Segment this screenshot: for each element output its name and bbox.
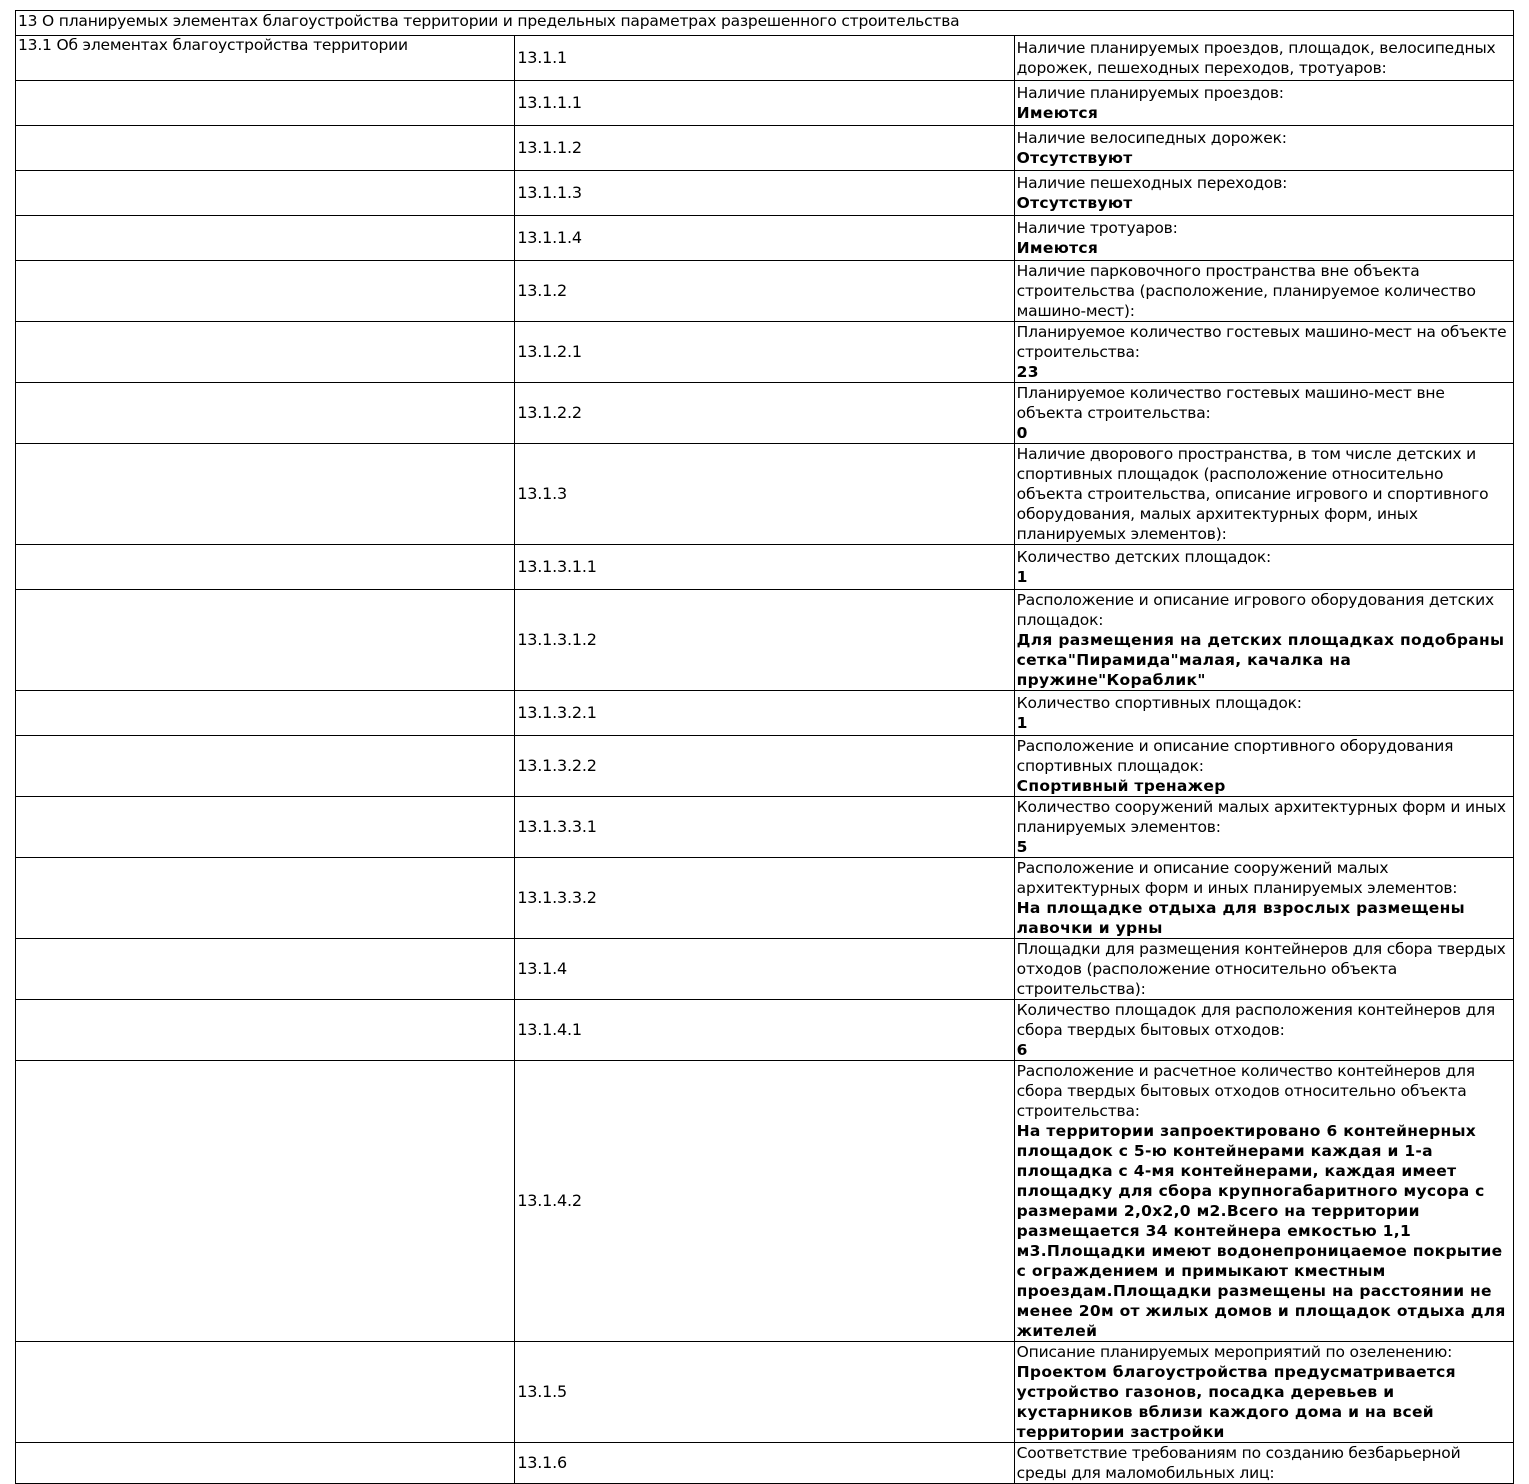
empty-cell <box>16 261 515 322</box>
item-content <box>1014 1061 1513 1342</box>
empty-cell <box>16 171 515 216</box>
item-value: На площадке отдыха для взрослых размещены лавочки и урны <box>1016 899 1465 937</box>
item-content <box>1014 216 1513 261</box>
empty-cell <box>16 691 515 736</box>
empty-cell <box>16 939 515 1000</box>
section-header-row <box>16 11 1514 36</box>
empty-cell <box>16 545 515 590</box>
item-content <box>1014 736 1513 797</box>
item-code: 13.1.1.1 <box>515 81 1014 126</box>
table-row <box>16 590 1514 691</box>
empty-cell <box>16 444 515 545</box>
item-content <box>1014 691 1513 736</box>
item-content <box>1014 858 1513 939</box>
item-value: Отсутствуют <box>1016 149 1133 167</box>
table-row <box>16 736 1514 797</box>
item-code: 13.1.3.1.1 <box>515 545 1014 590</box>
table-row <box>16 1443 1514 1484</box>
item-value: Для размещения на детских площадках подобраны сетка"Пирамида"малая, качалка на пружине"Кораблик" <box>1016 631 1505 689</box>
empty-cell <box>16 1443 515 1484</box>
item-code: 13.1.1.3 <box>515 171 1014 216</box>
item-code: 13.1.2.1 <box>515 322 1014 383</box>
item-value: 0 <box>1016 424 1028 442</box>
item-label: Количество площадок для расположения контейнеров для сбора твердых бытовых отходов: <box>1016 1001 1495 1039</box>
table-row <box>16 1000 1514 1061</box>
item-label: Расположение и расчетное количество контейнеров для сбора твердых бытовых отходов относительно объекта строительства: <box>1016 1062 1475 1120</box>
item-label: Расположение и описание игрового оборудования детских площадок: <box>1016 591 1494 629</box>
item-content <box>1014 383 1513 444</box>
item-label: Наличие тротуаров: <box>1016 219 1178 237</box>
section-title: 13 О планируемых элементах благоустройства территории и предельных параметрах разрешенного строительства <box>16 11 1514 36</box>
item-content <box>1014 261 1513 322</box>
empty-cell <box>16 126 515 171</box>
item-label: Наличие велосипедных дорожек: <box>1016 129 1287 147</box>
item-code: 13.1.1 <box>515 36 1014 81</box>
item-code: 13.1.4 <box>515 939 1014 1000</box>
empty-cell <box>16 736 515 797</box>
table-row <box>16 36 1514 81</box>
table-row <box>16 261 1514 322</box>
item-content <box>1014 590 1513 691</box>
item-value: Спортивный тренажер <box>1016 777 1226 795</box>
item-value: Имеются <box>1016 239 1099 257</box>
empty-cell <box>16 216 515 261</box>
table-row <box>16 126 1514 171</box>
item-code: 13.1.6 <box>515 1443 1014 1484</box>
item-value: 23 <box>1016 363 1039 381</box>
item-label: Расположение и описание сооружений малых архитектурных форм и иных планируемых элементов: <box>1016 859 1458 897</box>
item-code: 13.1.2.2 <box>515 383 1014 444</box>
item-label: Планируемое количество гостевых машино-мест на объекте строительства: <box>1016 323 1507 361</box>
item-code: 13.1.3.2.2 <box>515 736 1014 797</box>
item-value: 1 <box>1016 714 1028 732</box>
table-row <box>16 383 1514 444</box>
table-row <box>16 216 1514 261</box>
item-code: 13.1.3 <box>515 444 1014 545</box>
empty-cell <box>16 858 515 939</box>
item-code: 13.1.3.1.2 <box>515 590 1014 691</box>
item-content <box>1014 797 1513 858</box>
table-row <box>16 1342 1514 1443</box>
item-label: Наличие дворового пространства, в том числе детских и спортивных площадок (расположение относительно объекта строительства, описание игрового и спортивного оборудования, малых архитектурных форм, иных планируемых элементов): <box>1016 445 1489 543</box>
empty-cell <box>16 590 515 691</box>
table-row <box>16 939 1514 1000</box>
item-label: Планируемое количество гостевых машино-мест вне объекта строительства: <box>1016 384 1445 422</box>
item-code: 13.1.4.1 <box>515 1000 1014 1061</box>
item-label: Наличие парковочного пространства вне объекта строительства (расположение, планируемое количество машино-мест): <box>1016 262 1476 320</box>
empty-cell <box>16 322 515 383</box>
item-value: Проектом благоустройства предусматривается устройство газонов, посадка деревьев и кустарников вблизи каждого дома и на всей территории застройки <box>1016 1363 1456 1441</box>
landscaping-table <box>15 10 1514 1484</box>
empty-cell <box>16 1000 515 1061</box>
table-row <box>16 858 1514 939</box>
item-content <box>1014 444 1513 545</box>
item-code: 13.1.3.3.2 <box>515 858 1014 939</box>
item-code: 13.1.3.3.1 <box>515 797 1014 858</box>
table-row <box>16 545 1514 590</box>
item-code: 13.1.2 <box>515 261 1014 322</box>
item-content <box>1014 1000 1513 1061</box>
item-label: Количество спортивных площадок: <box>1016 694 1302 712</box>
item-value: 6 <box>1016 1041 1028 1059</box>
item-content <box>1014 81 1513 126</box>
empty-cell <box>16 383 515 444</box>
item-code: 13.1.3.2.1 <box>515 691 1014 736</box>
table-row <box>16 691 1514 736</box>
subsection-title: 13.1 Об элементах благоустройства территории <box>16 36 515 81</box>
table-row <box>16 81 1514 126</box>
empty-cell <box>16 797 515 858</box>
item-content <box>1014 36 1513 81</box>
item-label: Расположение и описание спортивного оборудования спортивных площадок: <box>1016 737 1454 775</box>
table-row <box>16 797 1514 858</box>
item-content <box>1014 1342 1513 1443</box>
item-content <box>1014 171 1513 216</box>
item-value: 1 <box>1016 568 1028 586</box>
item-label: Наличие пешеходных переходов: <box>1016 174 1288 192</box>
item-value: Имеются <box>1016 104 1099 122</box>
table-row <box>16 171 1514 216</box>
item-code: 13.1.1.2 <box>515 126 1014 171</box>
item-label: Наличие планируемых проездов: <box>1016 84 1284 102</box>
item-label: Соответствие требованиям по созданию безбарьерной среды для маломобильных лиц: <box>1016 1444 1461 1482</box>
item-label: Количество детских площадок: <box>1016 548 1272 566</box>
item-value: На территории запроектировано 6 контейнерных площадок с 5-ю контейнерами каждая и 1-а площадка с 4-мя контейнерами, каждая имеет площадку для сбора крупногабаритного мусора с размерами 2,0х2,0 м2.Всего на территории размещается 34 контейнера емкостью 1,1 м3.Площадки имеют водонепроницаемое покрытие с ограждением и примыкают кместным проездам.Площадки размещены на расстоянии не менее 20м от жилых домов и площадок отдыха для жителей <box>1016 1122 1506 1340</box>
item-content <box>1014 545 1513 590</box>
item-code: 13.1.4.2 <box>515 1061 1014 1342</box>
table-row <box>16 444 1514 545</box>
item-content <box>1014 939 1513 1000</box>
item-label: Количество сооружений малых архитектурных форм и иных планируемых элементов: <box>1016 798 1506 836</box>
item-value: Отсутствуют <box>1016 194 1133 212</box>
item-code: 13.1.1.4 <box>515 216 1014 261</box>
empty-cell <box>16 1061 515 1342</box>
item-content <box>1014 126 1513 171</box>
item-value: 5 <box>1016 838 1028 856</box>
item-code: 13.1.5 <box>515 1342 1014 1443</box>
item-content <box>1014 1443 1513 1484</box>
item-content <box>1014 322 1513 383</box>
table-row <box>16 322 1514 383</box>
table-row <box>16 1061 1514 1342</box>
item-label: Наличие планируемых проездов, площадок, велосипедных дорожек, пешеходных переходов, тротуаров: <box>1016 39 1496 77</box>
empty-cell <box>16 81 515 126</box>
empty-cell <box>16 1342 515 1443</box>
item-label: Описание планируемых мероприятий по озеленению: <box>1016 1343 1453 1361</box>
item-label: Площадки для размещения контейнеров для сбора твердых отходов (расположение относительно объекта строительства): <box>1016 940 1506 998</box>
